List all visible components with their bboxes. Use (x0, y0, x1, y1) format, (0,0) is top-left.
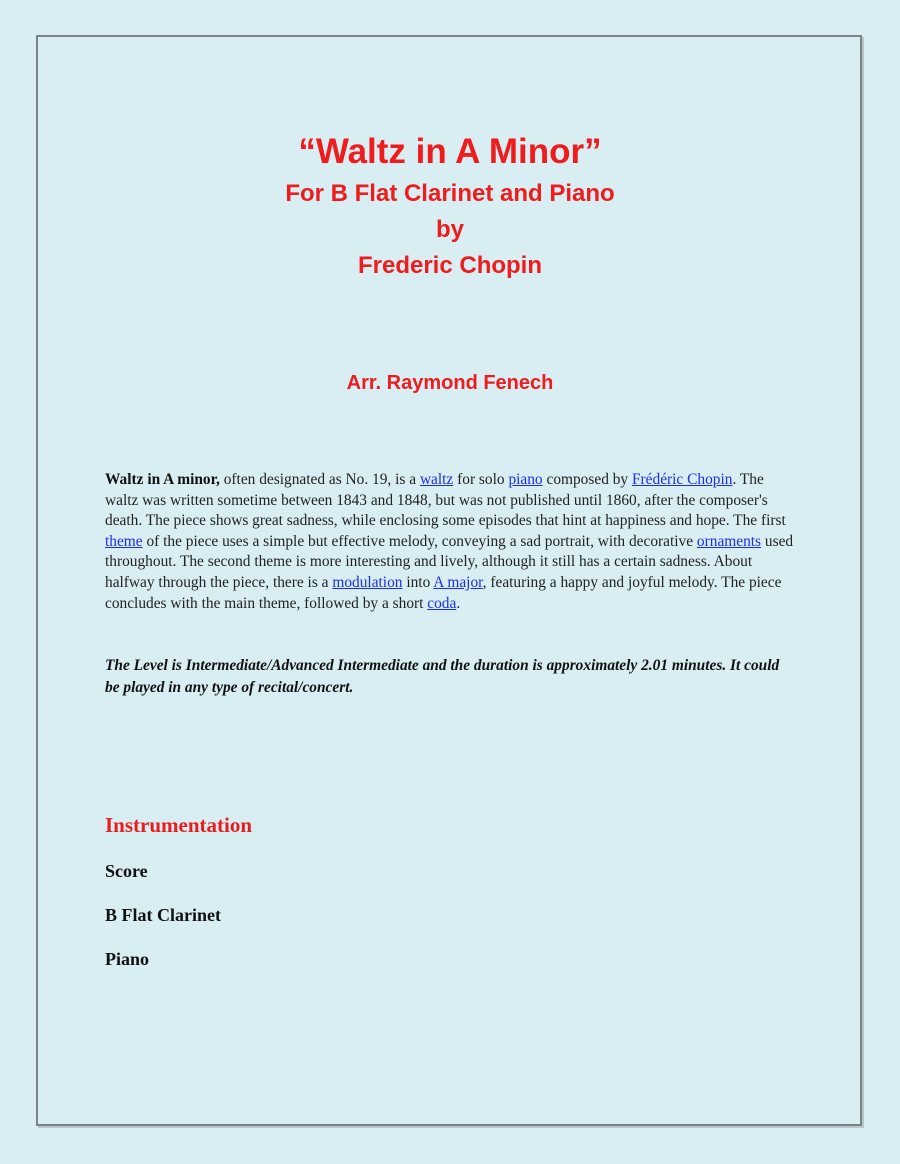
description-paragraph: Waltz in A minor, often designated as No. 19, is a waltz for solo piano composed by Frédéric Chopin. The waltz was written sometime between 1843 and 1848, but was not published until 1860, after the composer's death. The piece shows great sadness, while enclosing some episodes that hint at happiness and hope. The first theme of the piece uses a simple but effective melody, conveying a sad portrait, with decorative ornaments used throughout. The second theme is more interesting and lively, although it still has a certain sadness. About halfway through the piece, there is a modulation into A major, featuring a happy and joyful melody. The piece concludes with the main theme, followed by a short coda. (105, 471, 794, 612)
instrument-item-score: Score (105, 861, 148, 881)
link-waltz[interactable]: waltz (419, 471, 454, 488)
link-a-major[interactable]: A major (433, 573, 483, 591)
link-modulation[interactable]: modulation (332, 573, 403, 591)
link-ornaments[interactable]: ornaments (696, 532, 762, 550)
composer-name: Frederic Chopin (357, 252, 543, 279)
link-theme[interactable]: theme (105, 532, 143, 550)
by-label: by (435, 216, 464, 243)
level-note: The Level is Intermediate/Advanced Intermediate and the duration is approximately 2.01 minutes. It could be played in any type of recital/concert. (105, 657, 780, 696)
page-title: “Waltz in A Minor” (298, 132, 602, 171)
instrument-item-clarinet: B Flat Clarinet (105, 905, 221, 925)
link-coda[interactable]: coda (427, 594, 457, 612)
instrumentation-heading: Instrumentation (105, 813, 253, 837)
instrument-item-piano: Piano (105, 949, 150, 969)
page-subtitle: For B Flat Clarinet and Piano (285, 180, 615, 207)
link-piano[interactable]: piano (508, 471, 543, 488)
description-lead: Waltz in A minor, (105, 471, 220, 488)
arranger-credit: Arr. Raymond Fenech (346, 372, 554, 394)
link-frederic-chopin[interactable]: Frédéric Chopin (631, 471, 733, 488)
